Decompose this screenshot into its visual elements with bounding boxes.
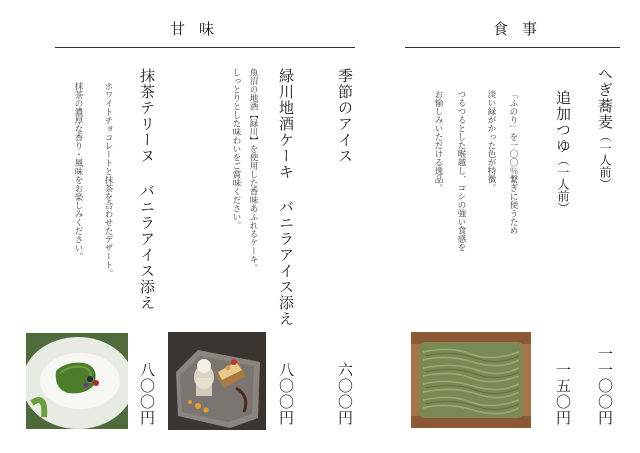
- menu-item-desc-hegi-soba-3: つるつるとした喉越し、コシの強い食感を: [456, 90, 466, 252]
- menu-item-desc-midorikawa-cake-2: しっとりとした味わいをご賞味ください。: [231, 68, 241, 230]
- extra-tsuyu-name: 追加つゆ: [554, 90, 572, 154]
- menu-item-price-hegi-soba: 一一〇〇円: [596, 346, 614, 426]
- menu-item-desc-hegi-soba-1: 「ふのり」を一〇〇％繋ぎに使うため: [508, 90, 518, 235]
- menu-item-price-seasonal-ice: 六〇〇円: [336, 362, 354, 426]
- menu-item-price-midorikawa-cake: 八〇〇円: [277, 362, 295, 426]
- menu-item-name-seasonal-ice: 季節のアイス: [336, 68, 354, 164]
- menu-item-desc-midorikawa-cake-1: 魚沼の地酒【緑川】を使用した香味あふれるケーキ。: [248, 68, 258, 272]
- extra-tsuyu-portion: （一人前）: [556, 154, 570, 214]
- menu-item-desc-hegi-soba-2: 淡い緑がかった色が特徴。: [486, 90, 496, 192]
- menu-item-name-extra-tsuyu: [553, 90, 574, 214]
- section-title-meals: 食事: [493, 20, 552, 38]
- menu-item-price-matcha-terrine: 八〇〇円: [138, 362, 156, 426]
- hegi-soba-name: へぎ蕎麦: [596, 66, 614, 130]
- section-title-sweets: 甘味: [170, 20, 229, 38]
- menu-item-name-hegi-soba: [595, 66, 616, 190]
- menu-item-desc-hegi-soba-4: お愉しみいただける逸品。: [433, 90, 443, 192]
- hegi-soba-photo: [411, 332, 531, 428]
- hegi-soba-portion: （一人前）: [598, 130, 612, 190]
- section-rule-meals: [405, 47, 620, 48]
- section-rule-sweets: [55, 47, 355, 48]
- cake-with-vanilla-ice-photo: [168, 332, 266, 430]
- menu-item-name-midorikawa-cake: 緑川地酒ケーキ バニラアイス添え: [277, 68, 295, 327]
- menu-item-name-matcha-terrine: 抹茶テリーヌ バニラアイス添え: [138, 68, 156, 311]
- menu-item-price-extra-tsuyu: 一五〇円: [554, 362, 572, 426]
- menu-item-desc-matcha-terrine-2: 抹茶の濃厚な香り・風味をお楽しみください。: [73, 82, 83, 261]
- menu-item-desc-matcha-terrine-1: ホワイトチョコレートと抹茶を合わせたデザート。: [103, 82, 113, 278]
- matcha-terrine-photo: [26, 333, 128, 429]
